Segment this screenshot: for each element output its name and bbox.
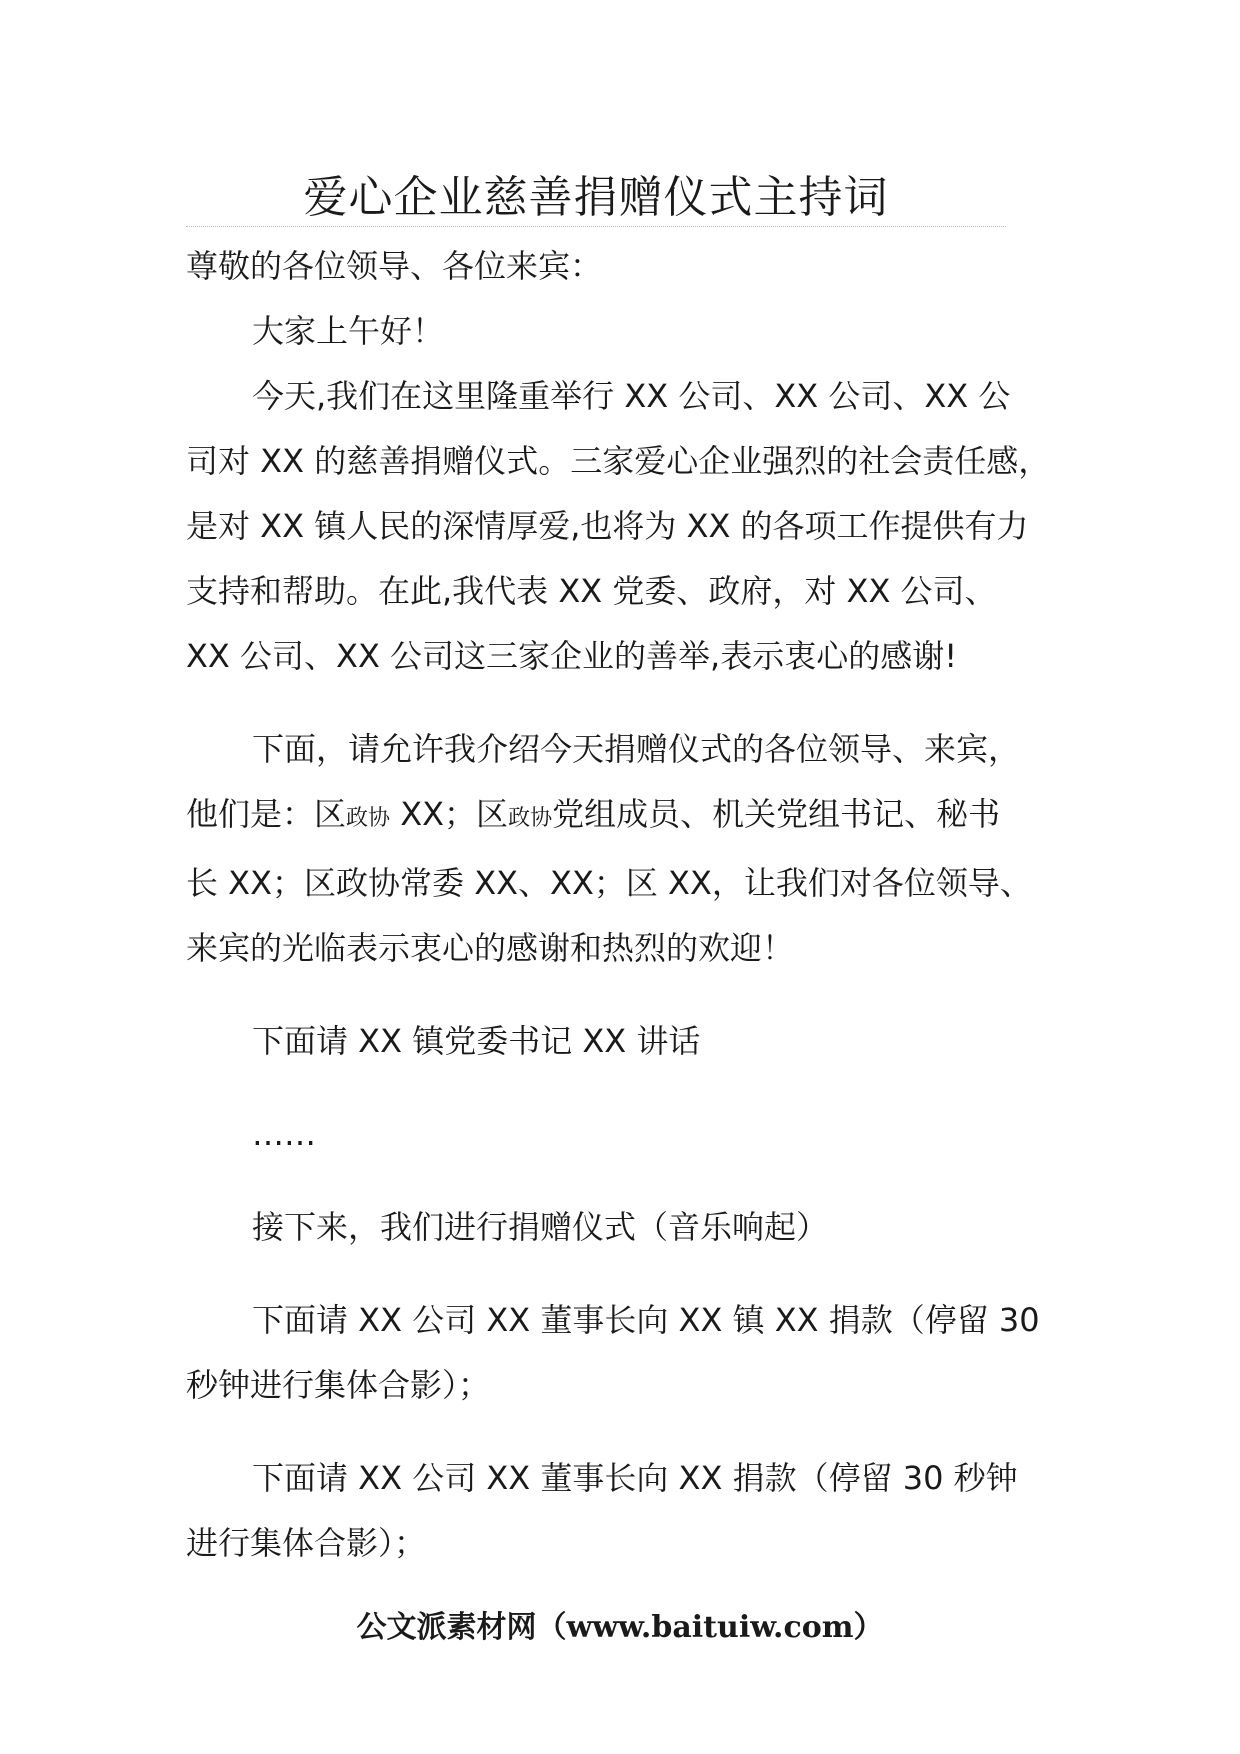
- paragraph-line: 进行集体合影）；: [186, 1524, 427, 1562]
- paragraph-line: 秒钟进行集体合影）；: [186, 1366, 491, 1404]
- paragraph-line: XX 公司、XX 公司这三家企业的善举,表示衷心的感谢!: [186, 637, 958, 675]
- paragraph-line: 今天,我们在这里隆重举行 XX 公司、XX 公司、XX 公: [252, 377, 1011, 415]
- paragraph-speech: 下面请 XX 镇党委书记 XX 讲话: [252, 1022, 701, 1060]
- paragraph-line: 司对 XX 的慈善捐赠仪式。三家爱心企业强烈的社会责任感，: [186, 442, 1051, 480]
- text-run: 党组成员、机关党组书记、秘书: [552, 795, 1001, 833]
- paragraph-donation-2: [186, 1446, 1086, 1576]
- paragraph-line: 来宾的光临表示衷心的感谢和热烈的欢迎！: [186, 929, 795, 967]
- document-body: [186, 234, 1086, 1576]
- document-title: 爱心企业慈善捐赠仪式主持词: [303, 172, 889, 223]
- greeting: 大家上午好！: [252, 312, 445, 350]
- paragraph-guests: [186, 717, 1086, 981]
- paragraph-line: 下面，请允许我介绍今天捐赠仪式的各位领导、来宾，: [252, 730, 1021, 768]
- paragraph-opening: [186, 364, 1086, 689]
- paragraph-line: 是对 XX 镇人民的深情厚爱,也将为 XX 的各项工作提供有力: [186, 507, 1029, 545]
- paragraph-spacer: [186, 689, 1086, 717]
- text-run-small: 政协: [346, 806, 391, 831]
- paragraph-line: 下面请 XX 公司 XX 董事长向 XX 捐款（停留 30 秒钟: [252, 1459, 1018, 1497]
- paragraph-spacer: [186, 1418, 1086, 1446]
- paragraph-spacer: [186, 1260, 1086, 1288]
- paragraph-ceremony: 接下来，我们进行捐赠仪式（音乐响起）: [252, 1208, 829, 1246]
- paragraph-spacer: [186, 1074, 1086, 1102]
- text-run: 他们是：区: [186, 795, 347, 833]
- paragraph-line: 下面请 XX 公司 XX 董事长向 XX 镇 XX 捐款（停留 30: [252, 1301, 1040, 1339]
- text-run: XX；区: [390, 795, 509, 833]
- paragraph-ellipsis: ……: [252, 1115, 316, 1153]
- title-divider: [186, 226, 1006, 227]
- paragraph-spacer: [186, 1167, 1086, 1195]
- footer-source: 公文派素材网（www.baituiw.com）: [356, 1610, 884, 1645]
- paragraph-spacer: [186, 981, 1086, 1009]
- paragraph-line: 支持和帮助。在此,我代表 XX 党委、政府，对 XX 公司、: [186, 572, 997, 610]
- paragraph-line: [186, 782, 1086, 851]
- salutation: 尊敬的各位领导、各位来宾：: [186, 247, 603, 285]
- paragraph-donation-1: [186, 1288, 1086, 1418]
- text-run-small: 政协: [508, 806, 553, 831]
- paragraph-line: 长 XX；区政协常委 XX、XX；区 XX，让我们对各位领导、: [186, 864, 1032, 902]
